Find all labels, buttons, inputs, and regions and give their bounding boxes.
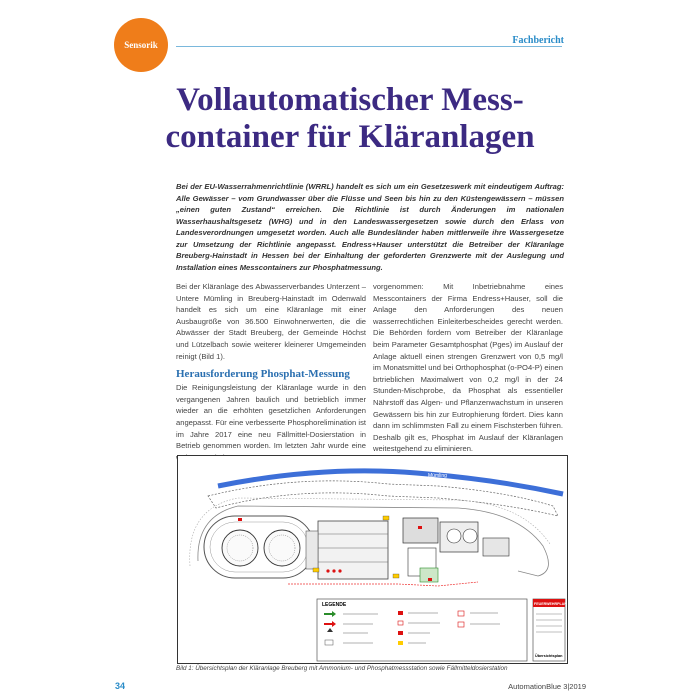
header-rule xyxy=(176,46,562,47)
section-label: Fachbericht xyxy=(512,35,564,46)
article-title-line: container für Kläranlagen xyxy=(165,119,535,155)
clarifier-1 xyxy=(222,530,258,566)
figure-caption: Bild 1: Übersichtsplan der Kläranlage Breuberg mit Ammonium- und Phosphatmessstation sowie Fällmitteldosierstation xyxy=(176,665,508,672)
subheading: Herausforderung Phosphat-Messung xyxy=(176,368,350,381)
column-left xyxy=(176,281,366,463)
building-1 xyxy=(403,518,438,543)
category-badge xyxy=(114,18,168,72)
river-line xyxy=(218,471,563,494)
legend xyxy=(317,599,527,661)
site-plan-drawing xyxy=(178,456,567,663)
article-title xyxy=(140,82,560,156)
paragraph-measurement: vorgenommen: Mit Inbetriebnahme eines Messcontainers der Firma Endress+Hauser, soll die Anlage den Anforderungen des neuen wasserrechtlichen Einleiterbescheides gerecht werden. Die Behörden fordern vom Betreiber der Kläranlage beim Parameter Gesamtphosphat (Pges) im Auslauf der Anlage aktuell einen strengen Grenzwert von 0,5 mg/l im Monatsmittel und bei Orthophosphat (o-PO4-P) einen brtrieblichen Maximalwert von 0,2 mg/l in der 24 Stunden-Mischprobe, da Phosphat als essentieller Nährstoff das Algen- und Pflanzenwachstum in unseren Gewässern bis hin zur Eutrophierung fördert. Dies kann dann im schlimmsten Fall zu einem Fischsterben führen. Deshalb gilt es, Phosphat im Auslauf der Kläranlagen weitestgehend zu eliminieren. xyxy=(373,282,563,454)
svg-text:FEUERWEHRPLAN: FEUERWEHRPLAN xyxy=(534,602,567,606)
page-number: 34 xyxy=(115,681,126,691)
category-label: Sensorik xyxy=(124,40,158,50)
river-label: Mümling xyxy=(428,473,447,479)
article-lead: Bei der EU-Wasserrahmenrichtlinie (WRRL) handelt es sich um ein Gesetzeswerk mit eindeutigem Auftrag: Alle Gewässer – vom Grundwasser über die Flüsse und Seen bis hin zu den Küstengewässern – müssen „einen guten Zustand“ erreichen. Die Richtlinie ist durch Änderungen im nationalen Wasserhaushaltsgesetz (WHG) und in den Landeswassergesetzen sowie durch den Erlass von Landesverordnungen umgesetzt worden. Auch alle Bundesländer haben mittlerweile ihre Wassergesetze zur Umsetzung der Richtlinie angepasst. Endress+Hauser unterstützt die Betreiber der Kläranlage Breuberg-Hainstadt in Hessen bei der Einhaltung der geforderten Grenzwerte mit der Auslegung und Installation eines Messcontainers zur Phosphatmessung. xyxy=(176,182,564,272)
article-title-line: Vollautomatischer Mess- xyxy=(176,82,524,118)
column-right xyxy=(373,281,563,455)
clarifier-2 xyxy=(264,530,300,566)
site-plan-figure xyxy=(177,455,568,664)
paragraph-challenge: Die Reinigungsleistung der Kläranlage wurde in den vergangenen Jahren baulich und betrieblich immer wieder an die erhöhten gesetzlichen Anforderungen angepasst. Für eine verbesserte Phosphorelimination ist im Jahre 2017 eine neu Fällmittel-Dosierstation in Betrieb genommen worden. Im letzten Jahr wurde eine xyxy=(176,383,366,451)
fire-plan-box xyxy=(533,599,567,661)
paragraph-intro: Bei der Kläranlage des Abwasserverbandes Unterzent – Untere Mümling in Breuberg-Hainstadt im Odenwald handelt es sich um eine Kläranlage mit einer Ausbaugröße von 36.500 Einwohnerwerten, die die Abwässer der Stadt Breuberg, der Gemeinde Höchst und Lützelbach sowie weiterer kleinerer Umgemeinden reinigt (Bild 1). xyxy=(176,282,366,361)
svg-text:LEGENDE: LEGENDE xyxy=(322,602,347,608)
svg-text:Übersichtsplan: Übersichtsplan xyxy=(535,654,563,658)
issue-label: AutomationBlue 3|2019 xyxy=(508,682,586,691)
